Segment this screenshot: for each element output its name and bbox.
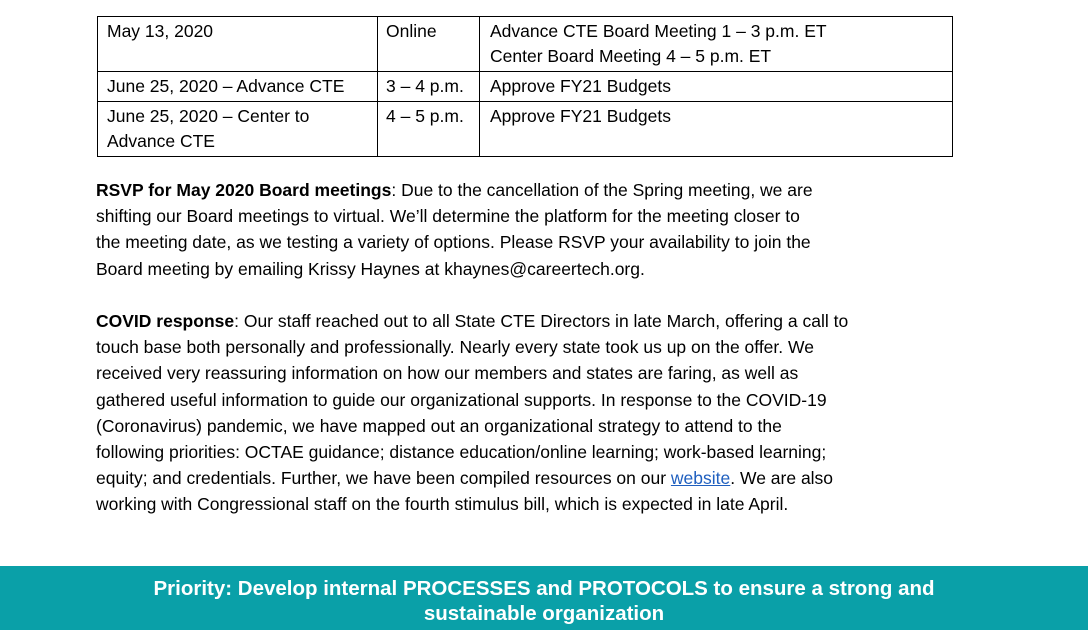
meeting-time-cell	[378, 17, 480, 72]
covid-response-heading: COVID response	[96, 311, 235, 331]
covid-text-line: : Our staff reached out to all State CTE Directors in late March, offering a call to	[234, 311, 849, 331]
rsvp-text-line: shifting our Board meetings to virtual. We’ll determine the platform for the meeting closer to	[96, 206, 800, 227]
priority-banner	[0, 566, 1088, 630]
covid-text-line: touch base both personally and professionally. Nearly every state took us up on the offer. We	[96, 337, 814, 358]
meeting-description-cell	[480, 102, 953, 157]
table-row	[98, 102, 953, 157]
meeting-time-cell	[378, 102, 480, 157]
meeting-description-line: Advance CTE Board Meeting 1 – 3 p.m. ET	[490, 21, 827, 41]
meeting-description-cell	[480, 17, 953, 72]
priority-banner-line: sustainable organization	[423, 602, 665, 625]
meeting-description-line: Center Board Meeting 4 – 5 p.m. ET	[490, 46, 772, 66]
meeting-description-line: Approve FY21 Budgets	[490, 106, 671, 126]
covid-text-line: following priorities: OCTAE guidance; distance education/online learning; work-based learning;	[96, 442, 827, 463]
meeting-date-cell	[98, 17, 378, 72]
meeting-date-cell	[98, 102, 378, 157]
website-link[interactable]: website	[670, 468, 731, 489]
rsvp-text-line: the meeting date, as we testing a variety of options. Please RSVP your availability to join the	[96, 232, 811, 253]
meeting-time: 4 – 5 p.m.	[386, 106, 464, 126]
meeting-time-cell	[378, 72, 480, 102]
meeting-date: June 25, 2020 – Advance CTE	[107, 76, 345, 96]
meeting-date-line: June 25, 2020 – Center to	[107, 106, 310, 126]
meeting-description-cell	[480, 72, 953, 102]
meeting-date: May 13, 2020	[107, 21, 214, 41]
rsvp-text-line: Board meeting by emailing Krissy Haynes at khaynes@careertech.org.	[96, 258, 645, 279]
covid-text-line: gathered useful information to guide our organizational supports. In response to the COVID-19	[96, 389, 827, 410]
priority-banner-line: Priority: Develop internal PROCESSES and PROTOCOLS to ensure a strong and	[153, 577, 935, 600]
rsvp-paragraph	[96, 177, 946, 282]
table-row	[98, 72, 953, 102]
covid-text-line: equity; and credentials. Further, we have been compiled resources on our	[96, 468, 671, 489]
table-row	[98, 17, 953, 72]
board-meeting-schedule-table	[97, 16, 953, 157]
covid-response-paragraph	[96, 308, 946, 518]
rsvp-text-line: : Due to the cancellation of the Spring meeting, we are	[391, 180, 813, 200]
meeting-description-line: Approve FY21 Budgets	[490, 76, 671, 96]
covid-text-line: received very reassuring information on how our members and states are faring, as well as	[96, 363, 799, 384]
meeting-time: 3 – 4 p.m.	[386, 76, 464, 96]
meeting-time: Online	[386, 21, 437, 41]
covid-text-line: . We are also	[730, 468, 834, 489]
covid-text-line: working with Congressional staff on the fourth stimulus bill, which is expected in late April.	[96, 494, 789, 515]
rsvp-heading: RSVP for May 2020 Board meetings	[96, 180, 392, 200]
meeting-date-line: Advance CTE	[107, 131, 215, 151]
covid-text-line: (Coronavirus) pandemic, we have mapped out an organizational strategy to attend to the	[96, 415, 782, 436]
meeting-date-cell	[98, 72, 378, 102]
